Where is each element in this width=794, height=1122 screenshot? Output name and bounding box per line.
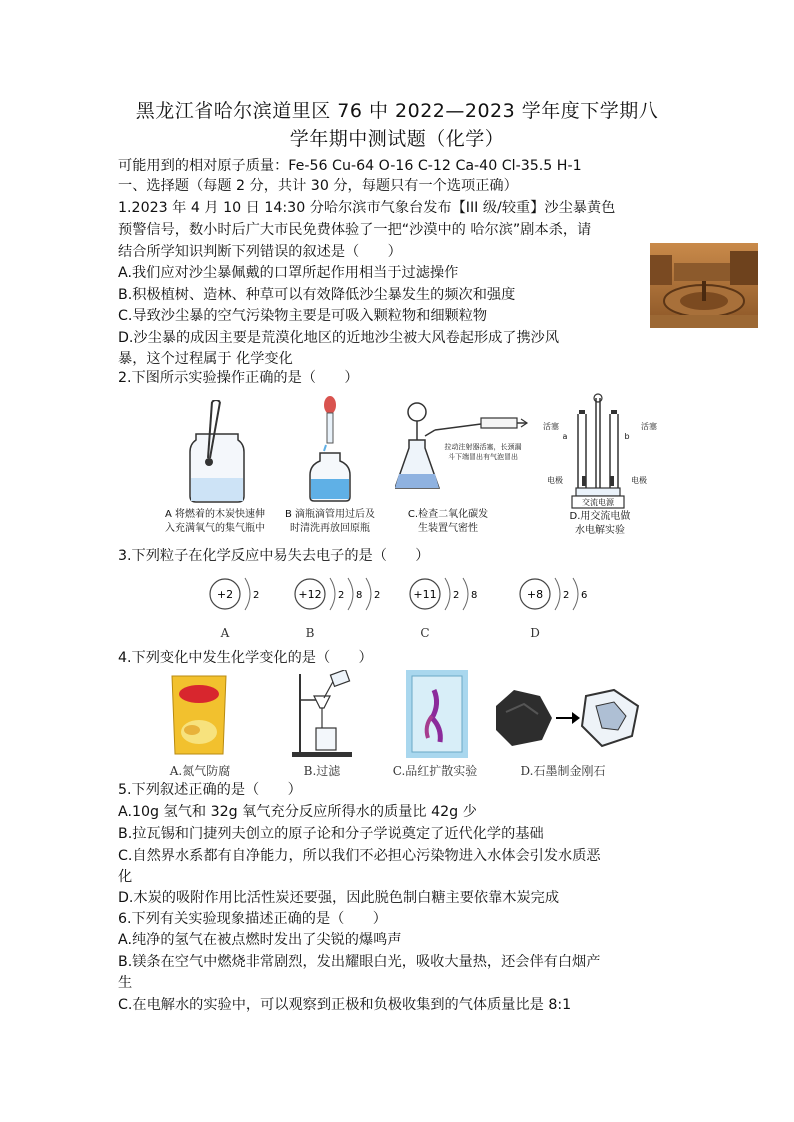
filtration-setup-icon xyxy=(290,670,354,760)
q2-a-caption-line1: A 将燃着的木炭快速伸 xyxy=(164,509,266,520)
electron-count: 8 xyxy=(356,590,363,601)
q6-option-a: A.纯净的氢气在被点燃时发出了尖锐的爆鸣声 xyxy=(118,932,402,948)
electron-count: 8 xyxy=(471,590,478,601)
q1-option-c: C.导致沙尘暴的空气污染物主要是可吸入颗粒物和细颗粒物 xyxy=(118,308,488,324)
section-heading: 一、选择题（每题 2 分，共计 30 分，每题只有一个选项正确） xyxy=(118,178,518,194)
q2-c-note-line2: 斗下端冒出有气泡冒出 xyxy=(448,453,518,461)
electron-shell-arc xyxy=(366,578,371,610)
q4-d-label: D.石墨制金刚石 xyxy=(520,764,606,778)
q3-stem: 3.下列粒子在化学反应中易失去电子的是（ ） xyxy=(118,548,430,564)
q2-d-electrode-left: 电极 xyxy=(547,476,563,485)
exam-title-line2: 学年期中测试题（化学） xyxy=(289,128,505,150)
electron-shell-arc xyxy=(555,578,560,610)
q2-d-caption-line1: D.用交流电做 xyxy=(569,511,631,522)
q6-option-c: C.在电解水的实验中，可以观察到正极和负极收集到的气体质量比是 8:1 xyxy=(118,997,572,1013)
q5-option-c-line2: 化 xyxy=(118,869,133,885)
q4-stem: 4.下列变化中发生化学变化的是（ ） xyxy=(118,650,373,666)
q2-a-caption-line2: 入充满氧气的集气瓶中 xyxy=(165,523,265,534)
nucleus-charge: +12 xyxy=(298,588,322,601)
atom-structure-diagram xyxy=(515,572,597,616)
electron-count: 2 xyxy=(453,590,460,601)
exam-title-line1: 黑龙江省哈尔滨道里区 76 中 2022—2023 学年度下学期八 xyxy=(135,100,659,122)
q5-option-a: A.10g 氢气和 32g 氧气充分反应所得水的质量比 42g 少 xyxy=(118,804,477,820)
electron-shell-arc xyxy=(463,578,468,610)
electron-count: 2 xyxy=(563,590,570,601)
ink-diffusion-beaker-icon xyxy=(406,670,468,758)
sandstorm-city-photo xyxy=(650,243,758,328)
electron-shell-arc xyxy=(573,578,578,610)
q1-option-b: B.积极植树、造林、种草可以有效降低沙尘暴发生的频次和强度 xyxy=(118,287,516,303)
q1-stem-line1: 1.2023 年 4 月 10 日 14:30 分哈尔滨市气象台发布【III 级/较重】沙尘暴黄色 xyxy=(118,200,616,216)
q2-d-electrode-right: 电极 xyxy=(631,476,647,485)
q2-d-label-b: b xyxy=(624,432,630,441)
dropper-bottle-icon xyxy=(302,395,358,503)
q2-d-valve-right: 活塞 xyxy=(641,422,657,431)
electron-shell-arc xyxy=(445,578,450,610)
atom-option-label: A xyxy=(220,626,230,640)
q6-stem: 6.下列有关实验现象描述正确的是（ ） xyxy=(118,911,387,927)
q2-d-valve-left: 活塞 xyxy=(543,422,559,431)
q5-option-b: B.拉瓦锡和门捷列夫创立的原子论和分子学说奠定了近代化学的基础 xyxy=(118,826,544,842)
q2-d-label-a: a xyxy=(562,432,568,441)
q4-c-label: C.品红扩散实验 xyxy=(392,764,478,778)
q2-stem: 2.下图所示实验操作正确的是（ ） xyxy=(118,370,359,386)
q6-option-b-line1: B.镁条在空气中燃烧非常剧烈，发出耀眼白光，吸收大量热，还会伴有白烟产 xyxy=(118,954,601,970)
electrolysis-apparatus-icon xyxy=(558,392,638,510)
nucleus-charge: +2 xyxy=(216,588,234,601)
atom-structure-diagram xyxy=(405,572,487,616)
tongs-gas-jar-icon xyxy=(182,400,252,504)
nucleus-charge: +8 xyxy=(526,588,544,601)
nucleus-charge: +11 xyxy=(413,588,437,601)
q1-option-a: A.我们应对沙尘暴佩戴的口罩所起作用相当于过滤操作 xyxy=(118,265,459,281)
q2-b-caption-line1: B 滴瓶滴管用过后及 xyxy=(284,509,376,520)
q2-d-power-source: 交流电源 xyxy=(582,498,614,507)
graphite-to-diamond-icon xyxy=(492,686,640,752)
q2-c-caption-line1: C.检查二氧化碳发 xyxy=(407,509,489,520)
q2-c-note-line1: 拉动注射器活塞，长颈漏 xyxy=(444,443,522,451)
atomic-mass-note: 可能用到的相对原子质量：Fe-56 Cu-64 O-16 C-12 Ca-40 Cl-35.5 H-1 xyxy=(118,158,582,174)
q4-b-label: B.过滤 xyxy=(303,764,341,778)
q5-option-d: D.木炭的吸附作用比活性炭还要强，因此脱色制白糖主要依靠木炭完成 xyxy=(118,890,560,906)
electron-count: 6 xyxy=(581,590,588,601)
q6-option-b-line2: 生 xyxy=(118,975,133,991)
q2-d-caption-line2: 水电解实验 xyxy=(575,525,625,536)
electron-count: 2 xyxy=(374,590,381,601)
atom-structure-diagram xyxy=(290,572,390,616)
q5-option-c-line1: C.自然界水系都有自净能力，所以我们不必担心污染物进入水体会引发水质恶 xyxy=(118,848,601,864)
q4-a-label: A.氮气防腐 xyxy=(169,764,231,778)
electron-shell-arc xyxy=(330,578,335,610)
q5-stem: 5.下列叙述正确的是（ ） xyxy=(118,782,302,798)
electron-shell-arc xyxy=(245,578,250,610)
atom-option-label: D xyxy=(530,626,540,640)
chips-bag-icon xyxy=(168,672,230,758)
atom-structure-diagram xyxy=(205,572,269,616)
electron-count: 2 xyxy=(253,590,260,601)
q2-c-caption-line2: 生装置气密性 xyxy=(418,523,478,534)
electron-shell-arc xyxy=(348,578,353,610)
atom-option-label: C xyxy=(420,626,430,640)
q1-stem-line3: 结合所学知识判断下列错误的叙述是（ ） xyxy=(118,244,402,260)
q2-b-caption-line2: 时清洗再放回原瓶 xyxy=(290,523,370,534)
atom-option-label: B xyxy=(305,626,315,640)
q1-stem-line2: 预警信号，数小时后广大市民免费体验了一把“沙漠中的 哈尔滨”剧本杀，请 xyxy=(118,222,592,238)
electron-count: 2 xyxy=(338,590,345,601)
q1-option-d-line2: 暴，这个过程属于 化学变化 xyxy=(118,351,293,367)
q1-option-d-line1: D.沙尘暴的成因主要是荒漠化地区的近地沙尘被大风卷起形成了携沙风 xyxy=(118,330,560,346)
